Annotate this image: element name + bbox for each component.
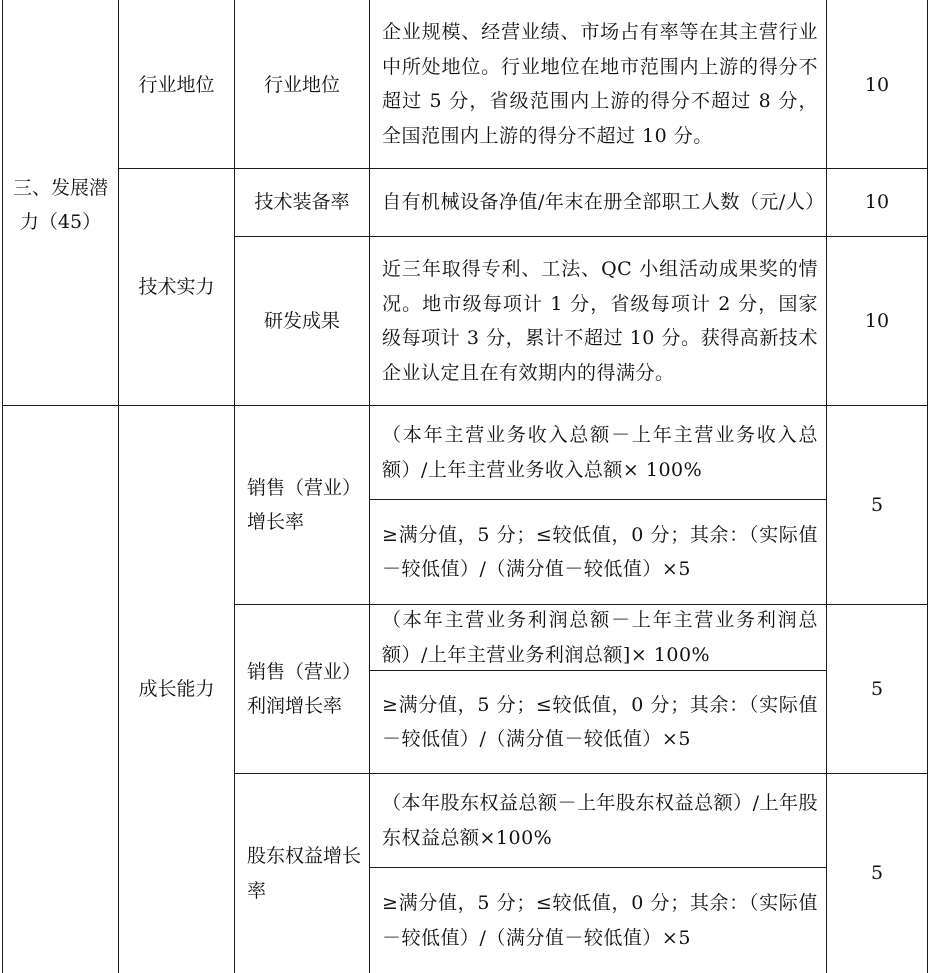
level3-cell xyxy=(235,50,369,120)
level3-label: 行业地位 xyxy=(263,73,340,96)
formula-cell: （本年主营业务利润总额－上年主营业务利润总额）/上年主营业务利润总额]× 100% xyxy=(382,609,818,666)
level3-cell xyxy=(235,406,369,604)
score-cell xyxy=(827,237,927,405)
formula-cell: （本年主营业务收入总额－上年主营业务收入总额）/上年主营业务收入总额× 100% xyxy=(382,424,818,481)
level2-label: 技术实力 xyxy=(138,275,215,298)
score-cell xyxy=(827,605,927,773)
level2-cell xyxy=(119,406,234,973)
level2-cell xyxy=(119,50,234,120)
score-value: 5 xyxy=(870,493,884,516)
level2-cell xyxy=(119,169,234,405)
level3-label: 股东权益增长率 xyxy=(247,845,362,902)
scoring-rule-cell: ≥满分值，5 分；≤较低值，0 分；其余：（实际值－较低值）/（满分值－较低值）×5 xyxy=(382,892,818,949)
score-cell xyxy=(827,406,927,604)
formula-cell: （本年股东权益总额－上年股东权益总额）/上年股东权益总额×100% xyxy=(382,792,818,849)
scoring-rule-cell: ≥满分值，5 分；≤较低值，0 分；其余：（实际值－较低值）/（满分值－较低值）×5 xyxy=(382,693,818,750)
level3-label: 技术装备率 xyxy=(254,191,350,214)
category-label: 三、发展潜力（45） xyxy=(12,176,108,233)
score-cell xyxy=(827,50,927,120)
score-value: 10 xyxy=(864,73,890,96)
level3-label: 销售（营业）增长率 xyxy=(247,476,362,533)
criteria-description: 自有机械设备净值/年末在册全部职工人数（元/人） xyxy=(382,191,825,214)
score-value: 5 xyxy=(870,862,884,885)
grid-line xyxy=(2,0,3,973)
scoring-rule-cell: ≥满分值，5 分；≤较低值，0 分；其余：（实际值－较低值）/（满分值－较低值）×5 xyxy=(382,523,818,580)
grid-line xyxy=(927,0,928,973)
level3-cell xyxy=(235,237,369,405)
level3-label: 研发成果 xyxy=(263,309,340,332)
level3-cell xyxy=(235,169,369,236)
level3-cell xyxy=(235,774,369,973)
score-value: 10 xyxy=(864,309,890,332)
criteria-description: 企业规模、经营业绩、市场占有率等在其主营行业中所处地位。行业地位在地市范围内上游的得分不超过 5 分，省级范围内上游的得分不超过 8 分，全国范围内上游的得分不超过 10 分。 xyxy=(382,21,818,147)
score-value: 5 xyxy=(870,677,884,700)
level3-cell xyxy=(235,605,369,773)
level2-label: 行业地位 xyxy=(138,73,215,96)
score-cell xyxy=(827,774,927,973)
score-value: 10 xyxy=(864,191,890,214)
level3-label: 销售（营业）利润增长率 xyxy=(247,660,362,717)
score-cell xyxy=(827,169,927,236)
criteria-description: 近三年取得专利、工法、QC 小组活动成果奖的情况。地市级每项计 1 分，省级每项计 2 分，国家级每项计 3 分，累计不超过 10 分。获得高新技术企业认定且在有效期内的得满分。 xyxy=(382,258,818,384)
level2-label: 成长能力 xyxy=(138,678,215,701)
category-cell xyxy=(3,160,118,250)
